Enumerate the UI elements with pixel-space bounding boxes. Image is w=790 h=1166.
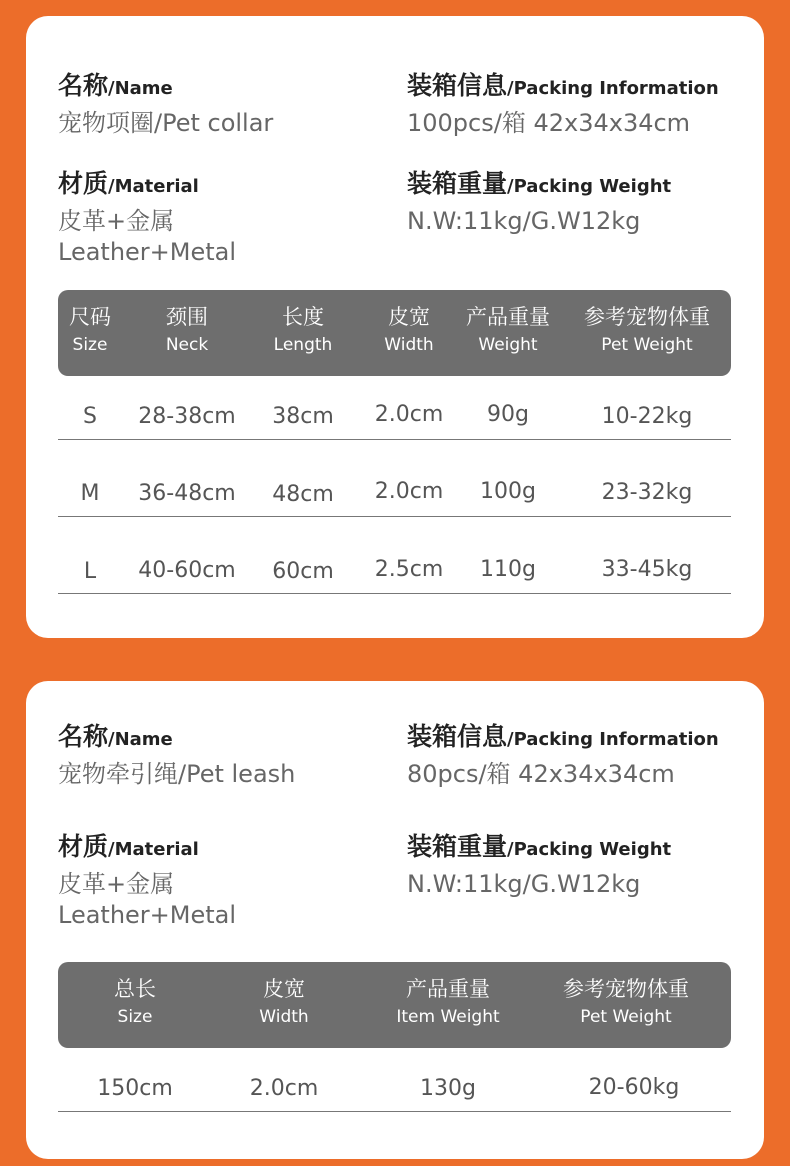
header-width: 皮宽 Width [384,305,434,355]
cell-size: S [83,404,97,429]
packing-weight-label [407,827,671,863]
cell-pet-weight: 33-45kg [601,557,693,582]
packing-weight-block [407,827,671,900]
cell-width: 2.0cm [374,402,444,427]
material-label [58,164,236,200]
header-pet-weight: 参考宠物体重 Pet Weight [563,977,689,1027]
material-value-zh: 皮革+金属 [58,207,175,235]
packing-info-label [407,66,719,102]
header-width: 皮宽 Width [259,977,309,1027]
header-size: 尺码 Size [69,305,111,355]
name-value: 宠物项圈/Pet collar [58,109,274,137]
name-value: 宠物牵引绳/Pet leash [58,760,296,788]
header-pet-weight: 参考宠物体重 Pet Weight [584,305,710,355]
packing-weight-label-zh: 装箱重量 [407,832,508,861]
cell-size: L [83,559,97,584]
packing-info-label-zh: 装箱信息 [407,722,508,751]
material-label-zh: 材质 [58,832,109,861]
packing-info-value: 100pcs/箱 42x34x34cm [407,109,691,137]
size-table-header [58,290,731,376]
packing-weight-label-zh: 装箱重量 [407,169,508,198]
cell-length: 60cm [272,559,334,584]
cell-pet-weight: 23-32kg [601,480,693,505]
cell-width: 2.5cm [374,557,444,582]
cell-weight: 90g [487,402,529,427]
cell-neck: 28-38cm [138,404,236,429]
cell-pet-weight: 10-22kg [601,404,693,429]
cell-size: 150cm [97,1076,173,1101]
name-label-zh: 名称 [58,71,109,100]
name-label-zh: 名称 [58,722,109,751]
packing-weight-label-en: /Packing Weight [507,176,672,197]
size-table-header [58,962,731,1048]
packing-weight-label-en: /Packing Weight [507,839,672,860]
packing-info-label-en: /Packing Information [507,78,719,99]
name-block [58,717,295,790]
material-label [58,827,236,863]
material-value-zh: 皮革+金属 [58,870,175,898]
packing-weight-label [407,164,671,200]
packing-weight-value: N.W:11kg/G.W12kg [407,870,641,898]
header-length: 长度 Length [273,305,333,355]
cell-weight: 110g [480,557,536,582]
material-label-zh: 材质 [58,169,109,198]
packing-info-label [407,717,719,753]
material-value-en: Leather+Metal [58,238,237,266]
name-label [58,66,273,102]
packing-weight-block [407,164,671,237]
cell-width: 2.0cm [249,1076,319,1101]
name-label-en: /Name [108,729,173,750]
table-row [58,439,731,517]
material-value-en: Leather+Metal [58,901,237,929]
table-row [58,1061,731,1112]
cell-item-weight: 130g [420,1076,476,1101]
cell-pet-weight: 20-60kg [588,1075,680,1100]
cell-size: M [80,481,100,506]
table-row [58,516,731,594]
name-label-en: /Name [108,78,173,99]
packing-weight-value: N.W:11kg/G.W12kg [407,207,641,235]
cell-length: 38cm [272,404,334,429]
material-label-en: /Material [108,839,199,860]
name-block [58,66,273,139]
cell-weight: 100g [480,479,536,504]
leash-spec-card [26,681,764,1159]
material-label-en: /Material [108,176,199,197]
packing-info-block [407,717,719,790]
packing-info-value: 80pcs/箱 42x34x34cm [407,760,675,788]
packing-info-block [407,66,719,139]
cell-width: 2.0cm [374,479,444,504]
cell-neck: 36-48cm [138,481,236,506]
packing-info-label-zh: 装箱信息 [407,71,508,100]
header-item-weight: 产品重量 Item Weight [396,977,500,1027]
table-row [58,399,731,440]
cell-neck: 40-60cm [138,558,236,583]
header-size: 总长 Size [114,977,156,1027]
name-label [58,717,295,753]
collar-spec-card [26,16,764,638]
packing-info-label-en: /Packing Information [507,729,719,750]
material-block [58,827,236,931]
cell-length: 48cm [272,482,334,507]
header-neck: 颈围 Neck [165,305,209,355]
material-block [58,164,236,268]
header-weight: 产品重量 Weight [466,305,550,355]
